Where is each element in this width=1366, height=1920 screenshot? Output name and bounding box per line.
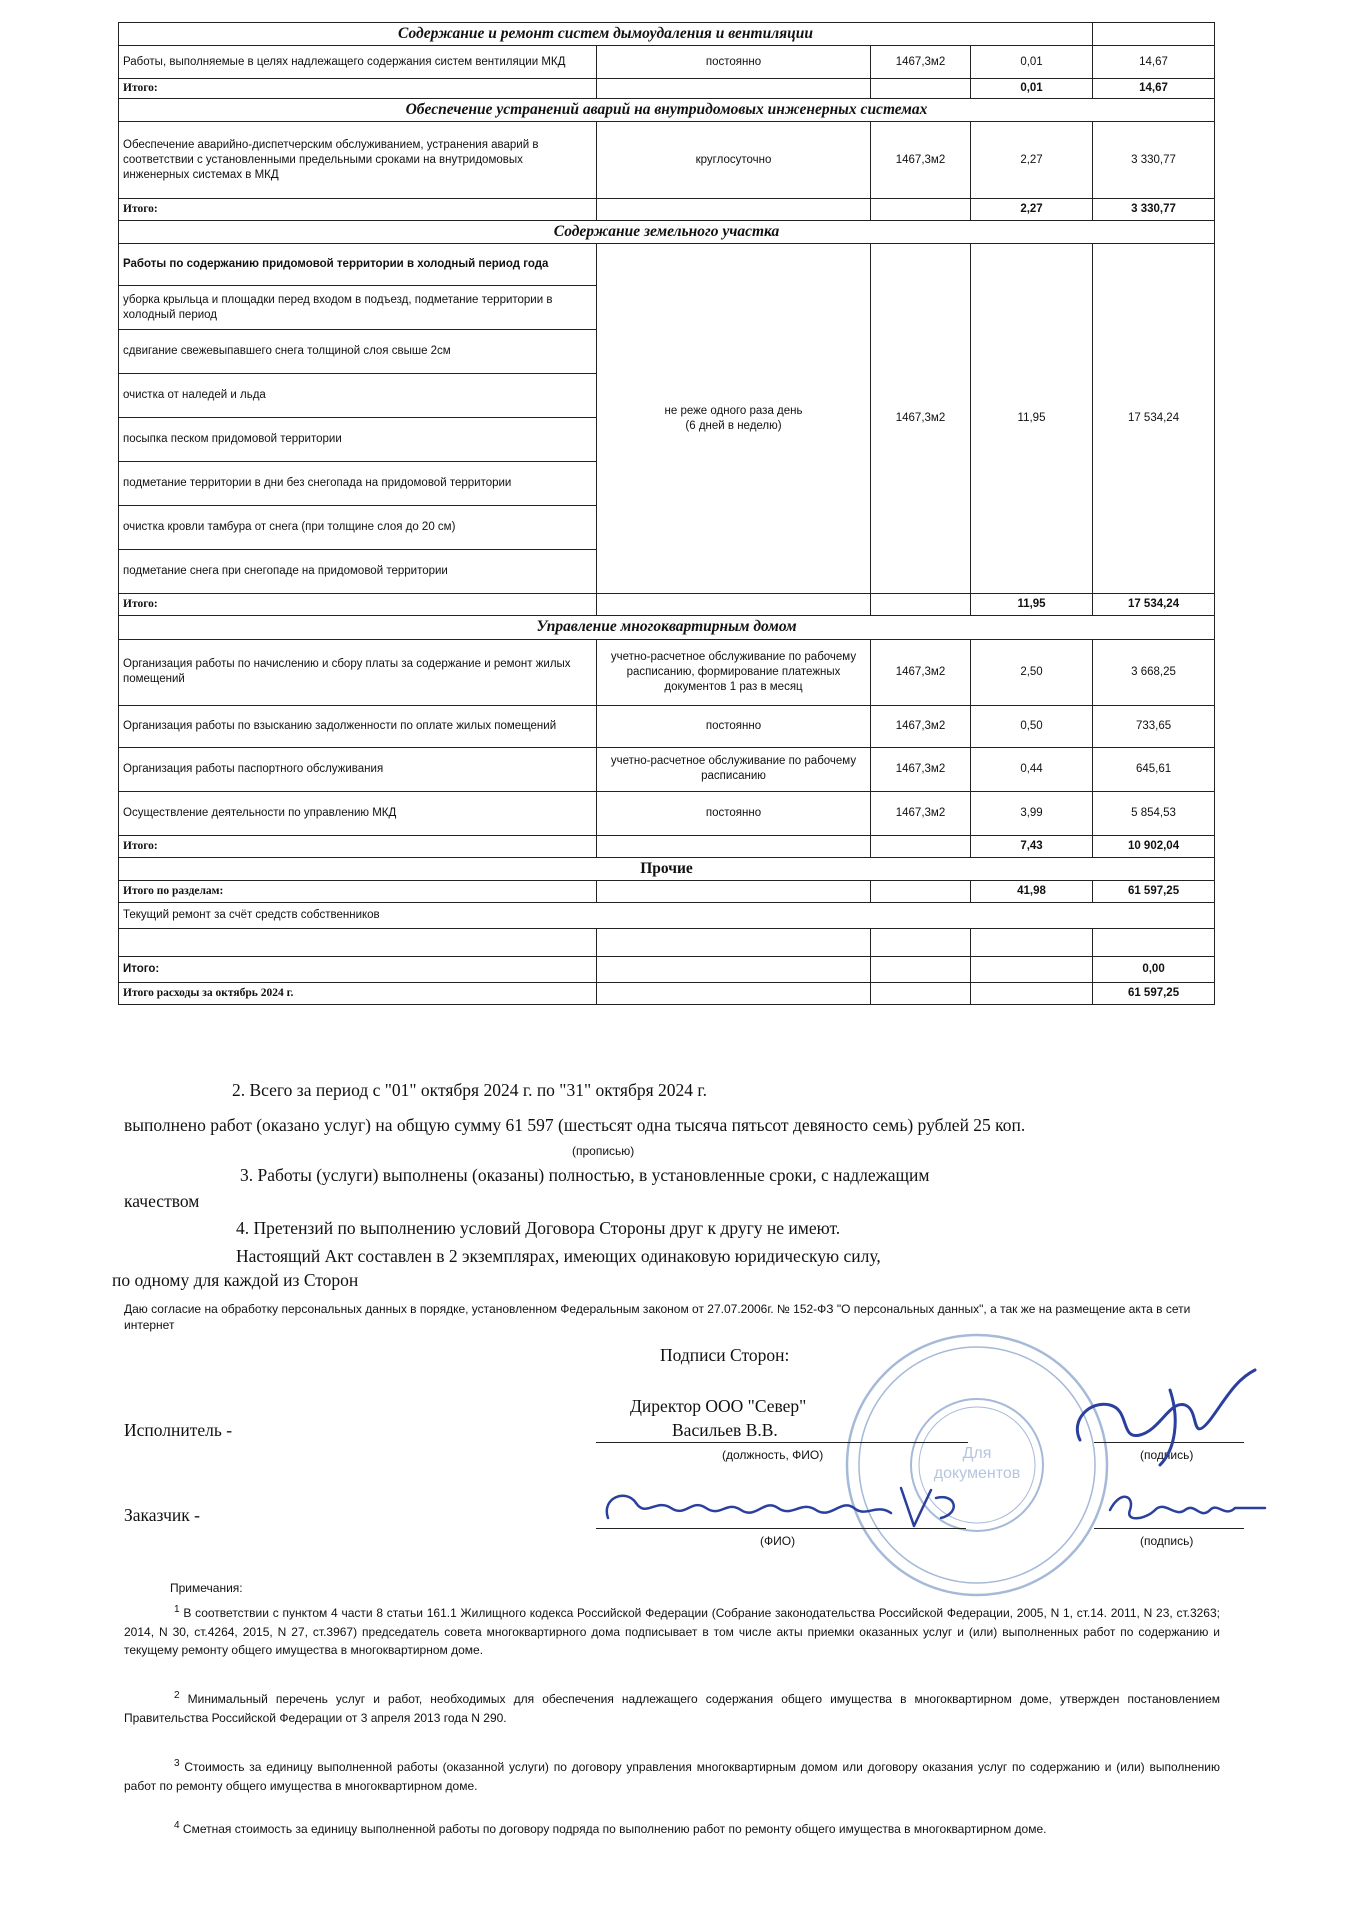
note-4: $^4$ Сметная стоимость за единицу выполненной работы по договору подряда по выполнению работ по ремонту общего имущества в многоквартирном доме. xyxy=(174,1820,1047,1836)
section-title-emergency: Обеспечение устранений аварий на внутридомовых инженерных системах xyxy=(119,99,1215,122)
total-row: Итого: 0,01 14,67 xyxy=(119,79,1215,99)
work-rate: 3,99 xyxy=(971,791,1093,835)
work-rate: 2,50 xyxy=(971,639,1093,705)
executor-sign-caption: (подпись) xyxy=(1140,1448,1194,1462)
executor-position: Директор ООО "Север" xyxy=(630,1396,807,1416)
table-row xyxy=(119,747,1215,791)
paragraph-3: 3. Работы (услуги) выполнены (оказаны) полностью, в установленные сроки, с надлежащим xyxy=(240,1165,930,1185)
work-area: 1467,3м2 xyxy=(871,705,971,747)
note-1: $^1$ В соответствии с пунктом 4 части 8 статьи 161.1 Жилищного кодекса Российской Федерации (Собрание законодательства Российской Федерации, 2005, N 1, ст.14. 2011, N 23, ст.3263; 2014, N 30, ст.4264, 2015, N 27, ст.3967) председатель совета многоквартирного дома подписывает в том числе акты приемки оказанных услуг и (или) выполненных работ по содержанию и текущему ремонту общего имущества в многоквартирном доме. xyxy=(124,1604,1220,1658)
propis-caption: (прописью) xyxy=(572,1144,635,1158)
list-item: посыпка песком придомовой территории xyxy=(119,418,597,462)
work-area: 1467,3м2 xyxy=(871,747,971,791)
section-title-ventilation: Содержание и ремонт систем дымоудаления и вентиляции xyxy=(119,23,1093,46)
customer-handwritten-name xyxy=(596,1478,996,1538)
list-item: уборка крыльца и площадки перед входом в подъезд, подметание территории в холодный период xyxy=(119,286,597,330)
customer-signature xyxy=(1100,1480,1270,1530)
note-2: $^2$ Минимальный перечень услуг и работ, необходимых для обеспечения надлежащего содержания общего имущества в многоквартирном доме, утвержден постановлением Правительства Российской Федерации от 3 апреля 2013 года N 290. xyxy=(124,1690,1220,1725)
work-area: 1467,3м2 xyxy=(871,244,971,594)
work-frequency: постоянно xyxy=(597,705,871,747)
paragraph-4: 4. Претензий по выполнению условий Договора Стороны друг к другу не имеют. xyxy=(236,1218,841,1238)
list-item: подметание снега при снегопаде на придомовой территории xyxy=(119,550,597,594)
section-title-land: Содержание земельного участка xyxy=(119,221,1215,244)
work-frequency: постоянно xyxy=(597,791,871,835)
executor-label: Исполнитель - xyxy=(124,1420,233,1440)
work-frequency: учетно-расчетное обслуживание по рабочему расписанию, формирование платежных документов 1 раз в месяц xyxy=(597,639,871,705)
work-area: 1467,3м2 xyxy=(871,46,971,79)
table-row xyxy=(119,46,1215,79)
work-name: Осуществление деятельности по управлению МКД xyxy=(119,791,597,835)
work-area: 1467,3м2 xyxy=(871,791,971,835)
work-rate: 11,95 xyxy=(971,244,1093,594)
paragraph-2-sum: выполнено работ (оказано услуг) на общую сумму 61 597 (шестьсят одна тысяча пятьсот девяносто семь) рублей 25 коп. xyxy=(124,1115,1026,1135)
paragraph-5-end: по одному для каждой из Сторон xyxy=(112,1270,359,1290)
work-frequency: постоянно xyxy=(597,46,871,79)
note-3: $^3$ Стоимость за единицу выполненной работы (оказанной услуги) по договору управления многоквартирным домом или договору оказания услуг по содержанию и (или) выполнению работ по ремонту общего имущества в многоквартирном доме. xyxy=(124,1758,1221,1793)
work-cost: 5 854,53 xyxy=(1093,791,1215,835)
work-frequency: не реже одного раза день (6 дней в неделю) xyxy=(597,244,871,594)
work-cost: 645,61 xyxy=(1093,747,1215,791)
paragraph-5: Настоящий Акт составлен в 2 экземплярах, имеющих одинаковую юридическую силу, xyxy=(236,1246,881,1266)
work-name: Организация работы по взысканию задолженности по оплате жилых помещений xyxy=(119,705,597,747)
work-rate: 0,44 xyxy=(971,747,1093,791)
section-title-other: Прочие xyxy=(119,857,1215,880)
table-row xyxy=(119,244,1215,286)
services-table xyxy=(118,22,1215,1005)
work-frequency: круглосуточно xyxy=(597,122,871,199)
note-4-mark: 4 xyxy=(174,1820,180,1831)
note-1-mark: 1 xyxy=(174,1604,180,1615)
list-item: сдвигание свежевыпавшего снега толщиной слоя свыше 2см xyxy=(119,330,597,374)
customer-label: Заказчик - xyxy=(124,1505,200,1525)
paragraph-2: 2. Всего за период с "01" октября 2024 г. по "31" октября 2024 г. xyxy=(232,1080,707,1100)
work-rate: 0,01 xyxy=(971,46,1093,79)
work-area: 1467,3м2 xyxy=(871,122,971,199)
work-rate: 0,50 xyxy=(971,705,1093,747)
work-area: 1467,3м2 xyxy=(871,639,971,705)
work-cost: 733,65 xyxy=(1093,705,1215,747)
executor-caption: (должность, ФИО) xyxy=(722,1448,824,1462)
total-row: Итого: 7,43 10 902,04 xyxy=(119,835,1215,857)
section-title-management: Управление многоквартирным домом xyxy=(119,616,1215,639)
total-row: Итого: 0,00 xyxy=(119,956,1215,982)
paragraph-3-end: качеством xyxy=(124,1191,200,1211)
total-row: Итого: 11,95 17 534,24 xyxy=(119,594,1215,616)
empty-row xyxy=(119,928,1215,956)
executor-signature xyxy=(1050,1360,1270,1470)
work-cost: 3 668,25 xyxy=(1093,639,1215,705)
notes-title: Примечания: xyxy=(170,1581,243,1595)
note-2-mark: 2 xyxy=(174,1690,180,1701)
work-group-head: Работы по содержанию придомовой территории в холодный период года xyxy=(119,244,597,286)
work-name: Обеспечение аварийно-диспетчерским обслуживанием, устранения аварий в соответствии с установленными предельными сроками на внутридомовых инженерных системах в МКД xyxy=(119,122,597,199)
table-row xyxy=(119,122,1215,199)
svg-text:Для: Для xyxy=(962,1445,992,1462)
month-total-row: Итого расходы за октябрь 2024 г. 61 597,25 xyxy=(119,982,1215,1004)
executor-name-line xyxy=(596,1442,968,1443)
work-name: Организация работы по начислению и сбору платы за содержание и ремонт жилых помещений xyxy=(119,639,597,705)
repair-heading: Текущий ремонт за счёт средств собственников xyxy=(119,902,1215,928)
signatures-title: Подписи Сторон: xyxy=(660,1345,790,1365)
customer-sign-caption: (подпись) xyxy=(1140,1534,1194,1548)
svg-text:документов: документов xyxy=(933,1465,1021,1482)
work-cost: 17 534,24 xyxy=(1093,244,1215,594)
executor-name: Васильев В.В. xyxy=(672,1420,778,1440)
list-item: подметание территории в дни без снегопада на придомовой территории xyxy=(119,462,597,506)
work-cost: 3 330,77 xyxy=(1093,122,1215,199)
work-name: Организация работы паспортного обслуживания xyxy=(119,747,597,791)
total-row: Итого: 2,27 3 330,77 xyxy=(119,199,1215,221)
note-3-mark: 3 xyxy=(174,1758,180,1769)
work-rate: 2,27 xyxy=(971,122,1093,199)
consent-text: Даю согласие на обработку персональных данных в порядке, установленном Федеральным законом от 27.07.2006г. № 152-ФЗ "О персональных данных", а так же на размещение акта в сети интернет xyxy=(124,1302,1191,1333)
work-name: Работы, выполняемые в целях надлежащего содержания систем вентиляции МКД xyxy=(119,46,597,79)
customer-caption: (ФИО) xyxy=(760,1534,796,1548)
table-row xyxy=(119,791,1215,835)
table-row xyxy=(119,639,1215,705)
list-item: очистка кровли тамбура от снега (при толщине слоя до 20 см) xyxy=(119,506,597,550)
table-row xyxy=(119,705,1215,747)
work-frequency: учетно-расчетное обслуживание по рабочему расписанию xyxy=(597,747,871,791)
total-row: Итого по разделам: 41,98 61 597,25 xyxy=(119,880,1215,902)
work-cost: 14,67 xyxy=(1093,46,1215,79)
list-item: очистка от наледей и льда xyxy=(119,374,597,418)
